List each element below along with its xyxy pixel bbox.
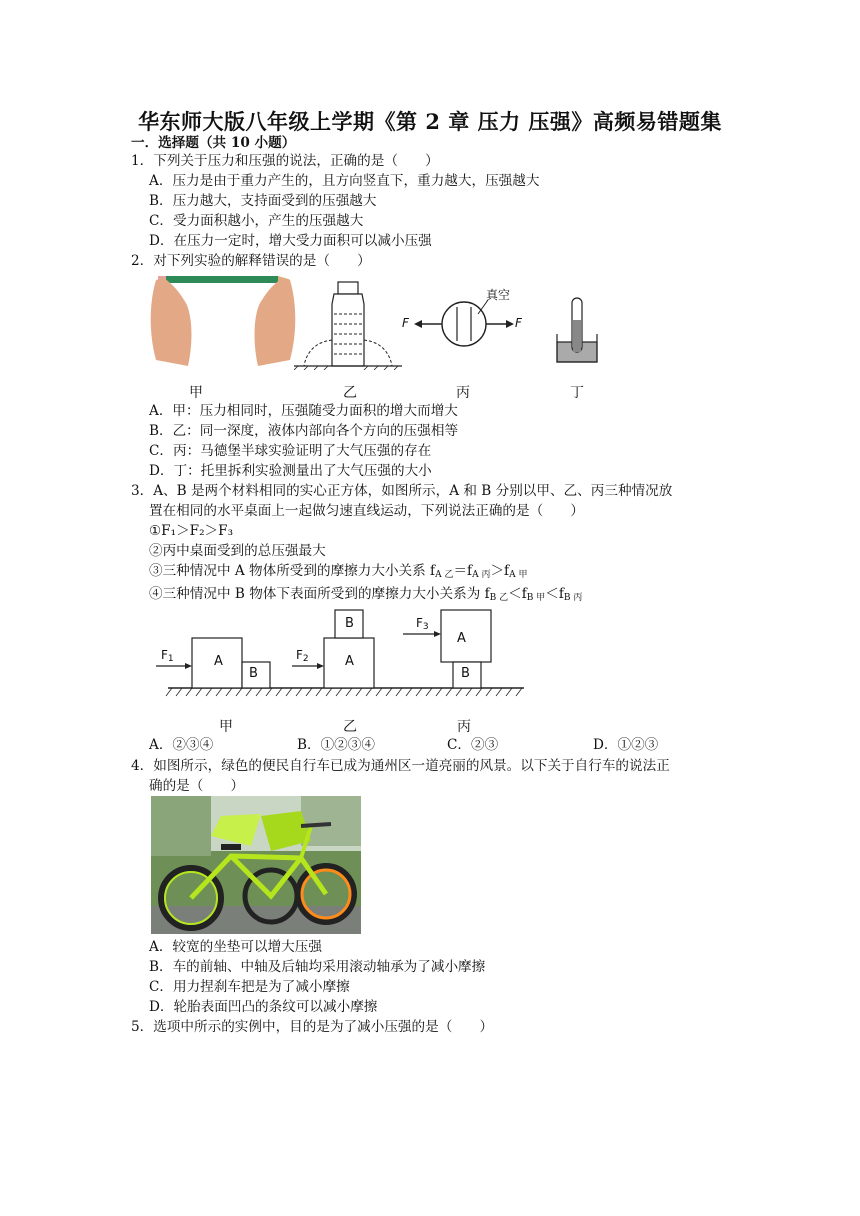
document-title: 华东师大版八年级上学期《第 2 章 压力 压强》高频易错题集: [138, 109, 722, 134]
q2-vacuum-label: 真空: [486, 288, 511, 302]
bing-block-a: [441, 610, 491, 662]
q1-option-c: C．受力面积越小，产生的压强越大: [149, 213, 364, 229]
q2-option-a: A．甲：压力相同时，压强随受力面积的增大而增大: [149, 403, 458, 419]
pencil-body: [166, 276, 278, 283]
q4-option-c: C．用力捏刹车把是为了减小摩擦: [149, 979, 350, 995]
q4-stem-line2: 确的是（ ）: [149, 778, 245, 794]
q2-force-left-label: F: [402, 316, 409, 330]
q5-stem: 5．选项中所示的实例中，目的是为了减小压强的是（ ）: [131, 1019, 494, 1035]
q2-option-d: D．丁：托里拆利实验测量出了大气压强的大小: [149, 463, 432, 479]
q3-label-yi: 乙: [343, 719, 357, 735]
q4-option-d: D．轮胎表面凹凸的条纹可以减小摩擦: [149, 999, 378, 1015]
left-hand: [151, 278, 192, 366]
q3-option-d: D．①②③: [593, 737, 659, 753]
q2-force-right-label: F: [515, 316, 522, 330]
yi-label-a: A: [345, 654, 354, 669]
q3-label-bing: 丙: [457, 719, 471, 735]
q2-option-c: C．丙：马德堡半球实验证明了大气压强的存在: [149, 443, 432, 459]
q3-stem-line1: 3．A、B 是两个材料相同的实心正方体，如图所示，A 和 B 分别以甲、乙、丙三种情况放: [131, 483, 673, 499]
q3-statement-1: ①F₁＞F₂＞F₃: [149, 523, 234, 539]
q4-option-a: A．较宽的坐垫可以增大压强: [149, 939, 322, 955]
q2-label-bing: 丙: [456, 385, 470, 401]
q2-label-ding: 丁: [570, 385, 584, 401]
q4-stem-line1: 4．如图所示，绿色的便民自行车已成为通州区一道亮丽的风景。以下关于自行车的说法正: [131, 758, 670, 774]
q2-option-b: B．乙：同一深度，液体内部向各个方向的压强相等: [149, 423, 459, 439]
q1-option-b: B．压力越大，支持面受到的压强越大: [149, 193, 377, 209]
yi-label-b: B: [345, 616, 354, 631]
q3-stem-line2: 置在相同的水平桌面上一起做匀速直线运动，下列说法正确的是（ ）: [149, 503, 584, 519]
q2-stem: 2．对下列实验的解释错误的是（ ）: [131, 253, 371, 269]
q3-force-f1: $F_1$: [161, 648, 174, 664]
q3-label-jia: 甲: [219, 719, 233, 735]
q1-stem: 1．下列关于压力和压强的说法，正确的是（ ）: [131, 153, 439, 169]
q2-label-jia: 甲: [189, 385, 203, 401]
q4-bicycle-photo: [151, 796, 361, 934]
jia-label-a: A: [214, 654, 223, 669]
q3-statement-3: ③三种情况中 A 物体所受到的摩擦力大小关系 $f_{A 乙}=f_{A 丙}>f_{A 甲}$: [149, 563, 528, 580]
right-hand: [255, 278, 296, 366]
q3-figure-blocks: [148, 604, 528, 704]
q1-option-d: D．在压力一定时，增大受力面积可以减小压强: [149, 233, 432, 249]
section-heading: 一．选择题（共 10 小题）: [131, 135, 296, 151]
q3-statement-4: ④三种情况中 B 物体下表面所受到的摩擦力大小关系为 $f_{B 乙}<f_{B 甲}<f_{B 丙}$: [149, 586, 583, 603]
q2-figure-jia-hands-pencil: [148, 270, 298, 370]
q3-statement-2: ②丙中桌面受到的总压强最大: [149, 543, 326, 559]
bing-label-b: B: [461, 666, 470, 681]
bing-label-a: A: [457, 631, 466, 646]
q2-figure-ding-torricelli: [553, 294, 603, 366]
q1-option-a: A．压力是由于重力产生的，且方向竖直下，重力越大，压强越大: [149, 173, 540, 189]
q2-figure-yi-bottle: [294, 280, 404, 370]
q3-option-c: C．②③: [447, 737, 499, 753]
q2-figure-bing-hemispheres: [400, 284, 530, 354]
q3-force-f3: $F_3$: [416, 616, 429, 632]
q2-label-yi: 乙: [343, 385, 357, 401]
q3-option-b: B．①②③④: [297, 737, 375, 753]
q4-option-b: B．车的前轴、中轴及后轴均采用滚动轴承为了减小摩擦: [149, 959, 486, 975]
q3-option-a: A．②③④: [149, 737, 214, 753]
q3-force-f2: $F_2$: [296, 648, 309, 664]
jia-label-b: B: [249, 666, 258, 681]
